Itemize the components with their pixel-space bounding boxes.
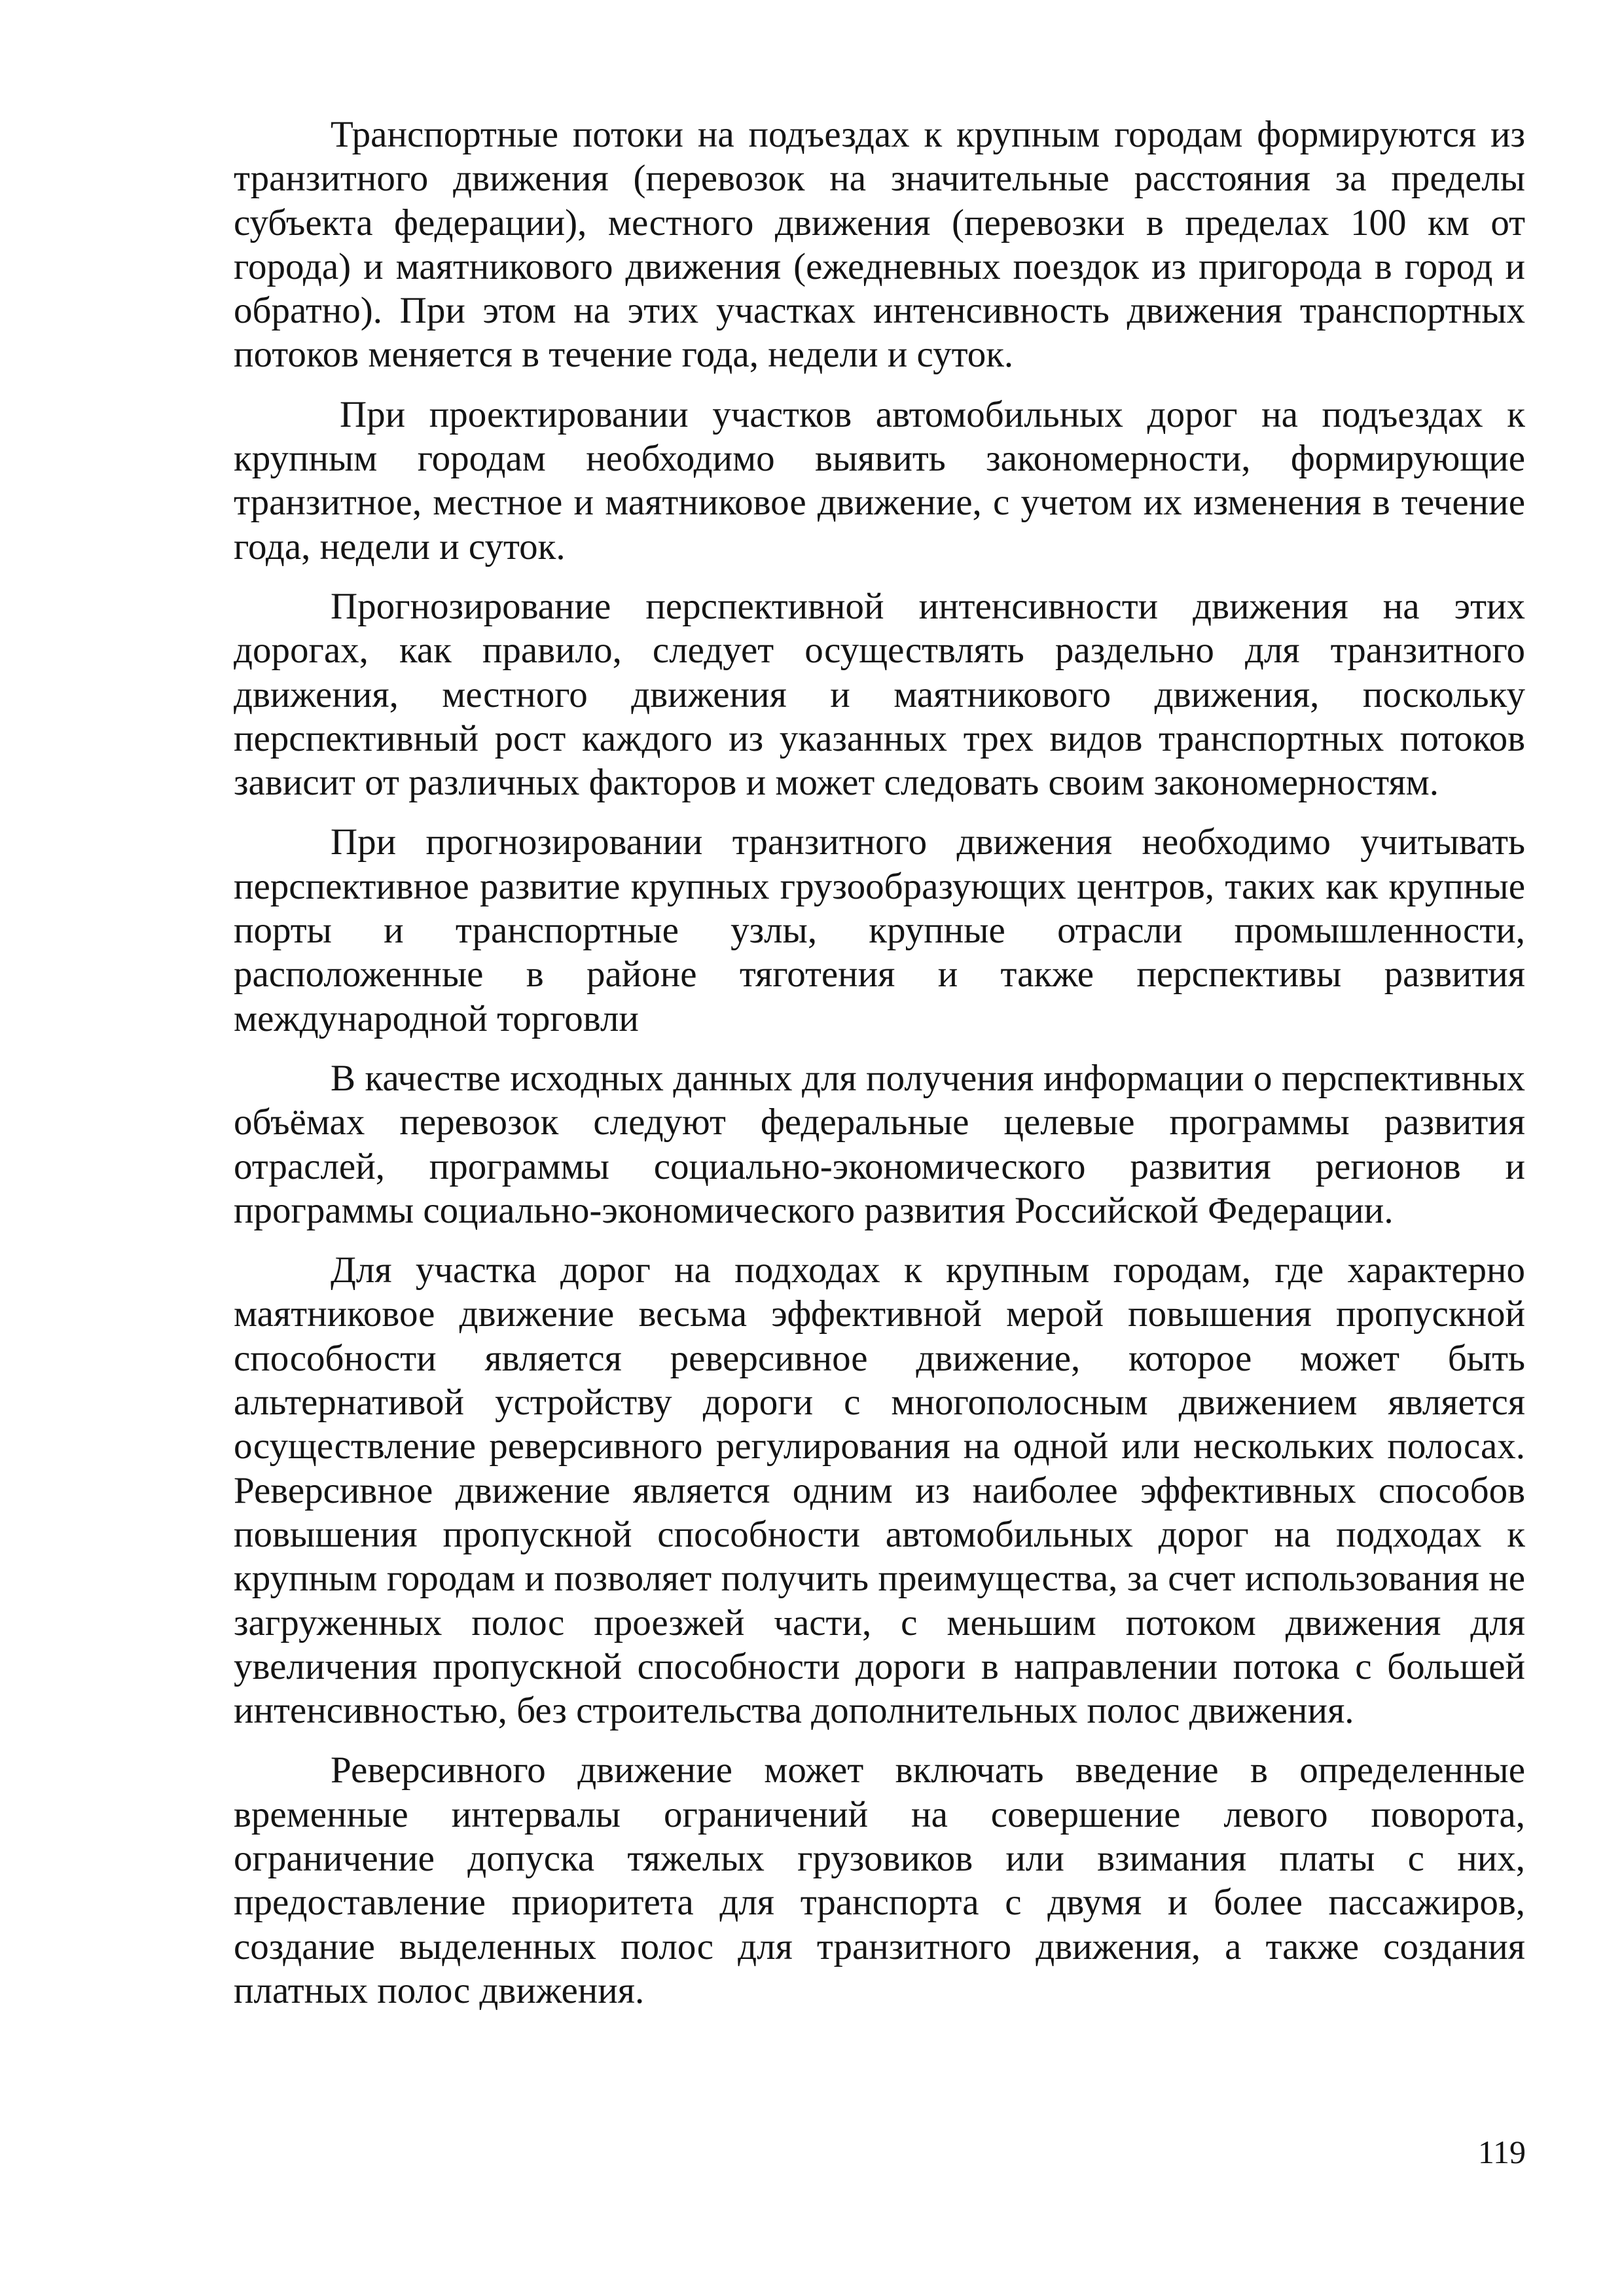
paragraph-2: При проектировании участков автомобильных дорог на подъездах к крупным городам необходимо выявить закономерности, формирующие транзитное, местное и маятниковое движение, с учетом их изменения в течение года, недели и суток. bbox=[234, 393, 1525, 567]
paragraph-1: Транспортные потоки на подъездах к крупным городам формируются из транзитного движения (перевозок на значительные расстояния за пределы субъекта федерации), местного движения (перевозки в пределах 100 км от города) и маятникового движения (ежедневных поездок из пригорода в город и обратно). При этом на этих участках интенсивность движения транспортных потоков меняется в течение года, недели и суток. bbox=[234, 114, 1525, 376]
paragraph-4: При прогнозировании транзитного движения необходимо учитывать перспективное развитие крупных грузообразующих центров, таких как крупные порты и транспортные узлы, крупные отрасли промышленности, расположенные в районе тяготения и также перспективы развития международной торговли bbox=[234, 821, 1525, 1039]
paragraph-3: Прогнозирование перспективной интенсивности движения на этих дорогах, как правило, следует осуществлять раздельно для транзитного движения, местного движения и маятникового движения, поскольку перспективный рост каждого из указанных трех видов транспортных потоков зависит от различных факторов и может следовать своим закономерностям. bbox=[234, 585, 1525, 804]
paragraph-5: В качестве исходных данных для получения информации о перспективных объёмах перевозок следуют федеральные целевые программы развития отраслей, программы социально-экономического развития регионов и программы социально-экономического развития Российской Федерации. bbox=[234, 1057, 1525, 1231]
paragraph-6: Для участка дорог на подходах к крупным городам, где характерно маятниковое движение весьма эффективной мерой повышения пропускной способности является реверсивное движение, которое может быть альтернативой устройству дороги с многополосным движением является осуществление реверсивного регулирования на одной или нескольких полосах. Реверсивное движение является одним из наиболее эффективных способов повышения пропускной способности автомобильных дорог на подходах к крупным городам и позволяет получить преимущества, за счет использования не загруженных полос проезжей части, с меньшим потоком движения для увеличения пропускной способности дороги в направлении потока с большей интенсивностью, без строительства дополнительных полос движения. bbox=[234, 1249, 1525, 1732]
document-body bbox=[234, 113, 1525, 2028]
paragraph-7: Реверсивного движение может включать введение в определенные временные интервалы ограничений на совершение левого поворота, ограничение допуска тяжелых грузовиков или взимания платы с них, предоставление приоритета для транспорта с двумя и более пассажиров, создание выделенных полос для транзитного движения, а также создания платных полос движения. bbox=[234, 1749, 1525, 2011]
page-number: 119 bbox=[1477, 2134, 1526, 2170]
